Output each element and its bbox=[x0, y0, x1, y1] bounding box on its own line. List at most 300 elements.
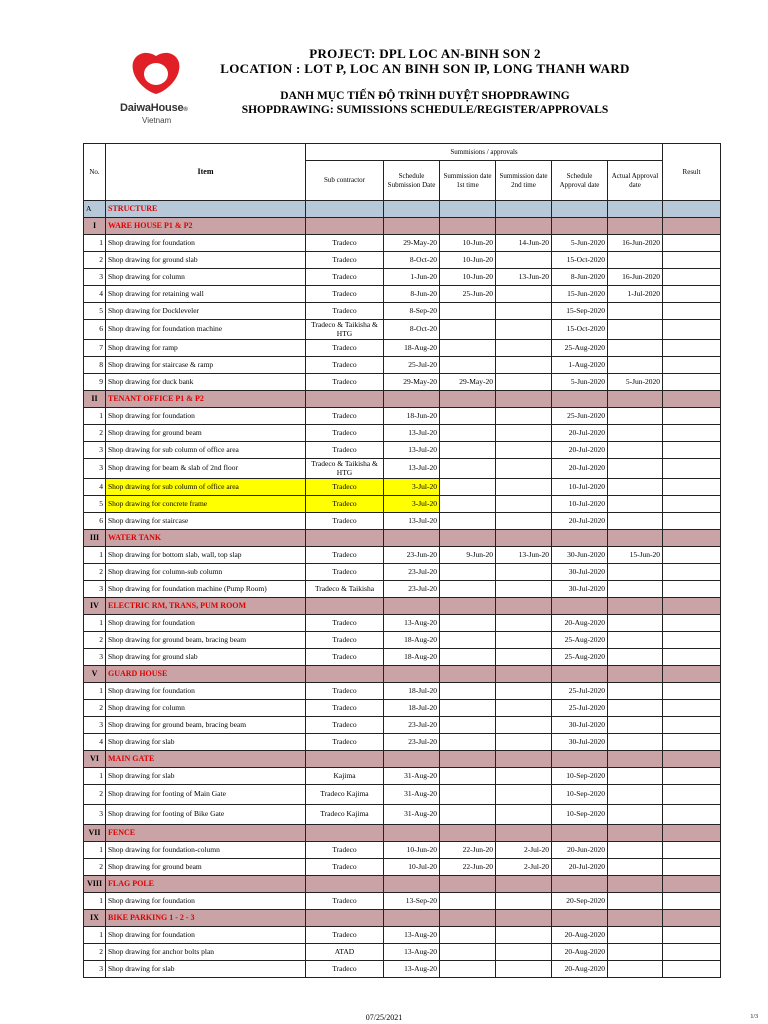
section-empty-cell bbox=[306, 598, 384, 615]
row-submission-1st bbox=[440, 683, 496, 700]
section-empty-cell bbox=[306, 666, 384, 683]
table-row bbox=[84, 442, 721, 459]
section-label: FLAG POLE bbox=[106, 876, 306, 893]
row-submission-1st: 22-Jun-20 bbox=[440, 842, 496, 859]
row-submission-1st: 29-May-20 bbox=[440, 374, 496, 391]
row-number: 1 bbox=[84, 547, 106, 564]
row-result bbox=[663, 547, 721, 564]
section-row bbox=[84, 218, 721, 235]
section-empty-cell bbox=[608, 201, 663, 218]
table-row bbox=[84, 944, 721, 961]
row-submission-2nd bbox=[496, 581, 552, 598]
row-schedule-approval: 30-Jun-2020 bbox=[552, 547, 608, 564]
row-actual-approval bbox=[608, 425, 663, 442]
logo-brand-text: DaiwaHouse® bbox=[120, 102, 188, 114]
row-submission-2nd bbox=[496, 683, 552, 700]
section-empty-cell bbox=[496, 876, 552, 893]
row-actual-approval bbox=[608, 927, 663, 944]
row-item: Shop drawing for Dockleveler bbox=[106, 303, 306, 320]
section-empty-cell bbox=[496, 666, 552, 683]
row-submission-1st: 10-Jun-20 bbox=[440, 252, 496, 269]
row-submission-2nd bbox=[496, 286, 552, 303]
section-number: IX bbox=[84, 910, 106, 927]
section-empty-cell bbox=[384, 876, 440, 893]
row-item: Shop drawing for column bbox=[106, 269, 306, 286]
row-submission-2nd bbox=[496, 805, 552, 825]
row-schedule-approval: 15-Sep-2020 bbox=[552, 303, 608, 320]
section-empty-cell bbox=[496, 910, 552, 927]
row-submission-2nd bbox=[496, 357, 552, 374]
row-number: 2 bbox=[84, 632, 106, 649]
row-number: 5 bbox=[84, 303, 106, 320]
row-submission-2nd bbox=[496, 927, 552, 944]
row-item: Shop drawing for ground beam bbox=[106, 859, 306, 876]
section-empty-cell bbox=[440, 201, 496, 218]
section-empty-cell bbox=[496, 201, 552, 218]
row-submission-1st bbox=[440, 734, 496, 751]
section-number: I bbox=[84, 218, 106, 235]
row-sub-contractor: Tradeco bbox=[306, 513, 384, 530]
row-submission-2nd: 13-Jun-20 bbox=[496, 547, 552, 564]
row-sub-contractor: Tradeco & Taikisha & HTG bbox=[306, 320, 384, 340]
row-schedule-submission: 31-Aug-20 bbox=[384, 805, 440, 825]
section-empty-cell bbox=[552, 530, 608, 547]
row-number: 3 bbox=[84, 581, 106, 598]
table-row bbox=[84, 286, 721, 303]
header-item: Item bbox=[106, 144, 306, 201]
row-submission-2nd bbox=[496, 632, 552, 649]
row-sub-contractor: Tradeco bbox=[306, 252, 384, 269]
section-label: GUARD HOUSE bbox=[106, 666, 306, 683]
row-number: 3 bbox=[84, 269, 106, 286]
section-empty-cell bbox=[440, 530, 496, 547]
table-row bbox=[84, 717, 721, 734]
section-label: MAIN GATE bbox=[106, 751, 306, 768]
row-submission-2nd bbox=[496, 649, 552, 666]
section-empty-cell bbox=[663, 876, 721, 893]
row-result bbox=[663, 927, 721, 944]
row-item: Shop drawing for ground slab bbox=[106, 649, 306, 666]
row-actual-approval bbox=[608, 581, 663, 598]
section-empty-cell bbox=[496, 598, 552, 615]
row-actual-approval: 15-Jun-20 bbox=[608, 547, 663, 564]
row-sub-contractor: Tradeco bbox=[306, 649, 384, 666]
table-row bbox=[84, 340, 721, 357]
row-sub-contractor: Tradeco bbox=[306, 374, 384, 391]
row-number: 1 bbox=[84, 683, 106, 700]
row-submission-1st bbox=[440, 408, 496, 425]
row-sub-contractor: Tradeco bbox=[306, 425, 384, 442]
section-empty-cell bbox=[608, 218, 663, 235]
row-schedule-submission: 29-May-20 bbox=[384, 374, 440, 391]
row-actual-approval bbox=[608, 700, 663, 717]
section-empty-cell bbox=[306, 910, 384, 927]
category-row bbox=[84, 201, 721, 218]
row-result bbox=[663, 615, 721, 632]
section-empty-cell bbox=[306, 825, 384, 842]
row-result bbox=[663, 357, 721, 374]
section-label: STRUCTURE bbox=[106, 201, 306, 218]
row-result bbox=[663, 320, 721, 340]
section-number: VIII bbox=[84, 876, 106, 893]
row-schedule-submission: 18-Aug-20 bbox=[384, 649, 440, 666]
row-schedule-submission: 10-Jul-20 bbox=[384, 859, 440, 876]
row-result bbox=[663, 374, 721, 391]
table-row bbox=[84, 235, 721, 252]
row-number: 3 bbox=[84, 459, 106, 479]
row-sub-contractor: Tradeco bbox=[306, 615, 384, 632]
daiwa-house-logo bbox=[120, 50, 210, 126]
row-item: Shop drawing for sub column of office area bbox=[106, 479, 306, 496]
row-sub-contractor: Tradeco bbox=[306, 547, 384, 564]
section-empty-cell bbox=[608, 666, 663, 683]
row-number: 9 bbox=[84, 374, 106, 391]
section-number: II bbox=[84, 391, 106, 408]
table-row bbox=[84, 513, 721, 530]
row-schedule-approval: 25-Aug-2020 bbox=[552, 632, 608, 649]
row-submission-1st bbox=[440, 496, 496, 513]
section-empty-cell bbox=[608, 530, 663, 547]
row-sub-contractor: Tradeco Kajima bbox=[306, 785, 384, 805]
row-item: Shop drawing for foundation bbox=[106, 927, 306, 944]
section-empty-cell bbox=[306, 391, 384, 408]
row-sub-contractor: Tradeco bbox=[306, 893, 384, 910]
section-empty-cell bbox=[552, 910, 608, 927]
row-result bbox=[663, 581, 721, 598]
row-actual-approval bbox=[608, 340, 663, 357]
header-no: No. bbox=[84, 144, 106, 201]
row-item: Shop drawing for anchor bolts plan bbox=[106, 944, 306, 961]
row-submission-1st bbox=[440, 700, 496, 717]
row-actual-approval bbox=[608, 408, 663, 425]
row-item: Shop drawing for column bbox=[106, 700, 306, 717]
row-sub-contractor: Tradeco bbox=[306, 632, 384, 649]
row-schedule-approval: 8-Jun-2020 bbox=[552, 269, 608, 286]
table-row bbox=[84, 649, 721, 666]
section-row bbox=[84, 751, 721, 768]
section-empty-cell bbox=[440, 876, 496, 893]
row-schedule-submission: 13-Aug-20 bbox=[384, 944, 440, 961]
table-row bbox=[84, 425, 721, 442]
row-item: Shop drawing for column-sub column bbox=[106, 564, 306, 581]
row-schedule-submission: 13-Sep-20 bbox=[384, 893, 440, 910]
row-result bbox=[663, 425, 721, 442]
row-sub-contractor: Tradeco bbox=[306, 479, 384, 496]
row-submission-2nd bbox=[496, 564, 552, 581]
section-empty-cell bbox=[552, 391, 608, 408]
row-item: Shop drawing for foundation machine bbox=[106, 320, 306, 340]
row-number: 1 bbox=[84, 235, 106, 252]
row-actual-approval bbox=[608, 842, 663, 859]
row-result bbox=[663, 286, 721, 303]
row-schedule-submission: 1-Jun-20 bbox=[384, 269, 440, 286]
row-item: Shop drawing for foundation bbox=[106, 408, 306, 425]
row-sub-contractor: Tradeco bbox=[306, 700, 384, 717]
header-schedule-submission: Schedule Submission Date bbox=[384, 161, 440, 201]
row-number: 5 bbox=[84, 496, 106, 513]
header-actual-approval: Actual Approval date bbox=[608, 161, 663, 201]
row-submission-2nd: 2-Jul-20 bbox=[496, 842, 552, 859]
section-empty-cell bbox=[663, 666, 721, 683]
row-result bbox=[663, 944, 721, 961]
row-schedule-approval: 10-Sep-2020 bbox=[552, 785, 608, 805]
row-number: 4 bbox=[84, 286, 106, 303]
section-empty-cell bbox=[663, 530, 721, 547]
row-submission-2nd bbox=[496, 340, 552, 357]
section-empty-cell bbox=[663, 218, 721, 235]
section-empty-cell bbox=[552, 751, 608, 768]
row-actual-approval: 16-Jun-2020 bbox=[608, 235, 663, 252]
header-result: Result bbox=[663, 144, 721, 201]
row-schedule-submission: 13-Jul-20 bbox=[384, 442, 440, 459]
row-schedule-submission: 18-Jul-20 bbox=[384, 700, 440, 717]
row-schedule-submission: 13-Aug-20 bbox=[384, 615, 440, 632]
table-row bbox=[84, 479, 721, 496]
row-submission-1st: 10-Jun-20 bbox=[440, 235, 496, 252]
row-actual-approval bbox=[608, 734, 663, 751]
row-schedule-submission: 3-Jul-20 bbox=[384, 479, 440, 496]
row-number: 2 bbox=[84, 700, 106, 717]
row-sub-contractor: Tradeco bbox=[306, 235, 384, 252]
section-row bbox=[84, 666, 721, 683]
section-label: WATER TANK bbox=[106, 530, 306, 547]
row-submission-1st bbox=[440, 717, 496, 734]
row-sub-contractor: Tradeco bbox=[306, 303, 384, 320]
section-empty-cell bbox=[496, 391, 552, 408]
row-number: 3 bbox=[84, 961, 106, 978]
section-empty-cell bbox=[663, 825, 721, 842]
row-schedule-approval: 5-Jun-2020 bbox=[552, 374, 608, 391]
table-row bbox=[84, 496, 721, 513]
header-summissions-group: Summisions / approvals bbox=[306, 144, 663, 161]
header-sub-contractor: Sub contractor bbox=[306, 161, 384, 201]
row-number: 4 bbox=[84, 734, 106, 751]
section-empty-cell bbox=[663, 910, 721, 927]
header-submission-2nd: Summission date 2nd time bbox=[496, 161, 552, 201]
row-item: Shop drawing for duck bank bbox=[106, 374, 306, 391]
row-result bbox=[663, 496, 721, 513]
row-sub-contractor: Tradeco bbox=[306, 357, 384, 374]
row-submission-1st bbox=[440, 442, 496, 459]
row-result bbox=[663, 683, 721, 700]
vietnamese-title: DANH MỤC TIẾN ĐỘ TRÌNH DUYỆT SHOPDRAWING bbox=[280, 90, 570, 102]
row-number: 3 bbox=[84, 649, 106, 666]
row-number: 6 bbox=[84, 320, 106, 340]
section-number: A bbox=[84, 201, 106, 218]
row-result bbox=[663, 842, 721, 859]
row-schedule-approval: 10-Jul-2020 bbox=[552, 496, 608, 513]
section-empty-cell bbox=[608, 876, 663, 893]
row-schedule-submission: 8-Oct-20 bbox=[384, 252, 440, 269]
table-row bbox=[84, 408, 721, 425]
section-empty-cell bbox=[496, 825, 552, 842]
row-result bbox=[663, 442, 721, 459]
row-sub-contractor: Tradeco & Taikisha bbox=[306, 581, 384, 598]
row-actual-approval bbox=[608, 717, 663, 734]
footer-date: 07/25/2021 bbox=[365, 1013, 403, 1022]
row-item: Shop drawing for foundation bbox=[106, 683, 306, 700]
row-result bbox=[663, 269, 721, 286]
row-schedule-submission: 8-Jun-20 bbox=[384, 286, 440, 303]
row-schedule-submission: 8-Sep-20 bbox=[384, 303, 440, 320]
row-submission-1st bbox=[440, 357, 496, 374]
section-empty-cell bbox=[552, 201, 608, 218]
section-empty-cell bbox=[440, 825, 496, 842]
row-result bbox=[663, 893, 721, 910]
section-empty-cell bbox=[608, 825, 663, 842]
row-submission-1st bbox=[440, 615, 496, 632]
section-empty-cell bbox=[496, 530, 552, 547]
row-submission-2nd bbox=[496, 717, 552, 734]
row-actual-approval bbox=[608, 496, 663, 513]
row-item: Shop drawing for foundation machine (Pump Room) bbox=[106, 581, 306, 598]
header-schedule-approval: Schedule Approval date bbox=[552, 161, 608, 201]
row-submission-2nd: 13-Jun-20 bbox=[496, 269, 552, 286]
row-sub-contractor: Tradeco bbox=[306, 734, 384, 751]
row-schedule-approval: 20-Aug-2020 bbox=[552, 961, 608, 978]
section-empty-cell bbox=[663, 201, 721, 218]
row-schedule-approval: 25-Aug-2020 bbox=[552, 649, 608, 666]
section-empty-cell bbox=[552, 876, 608, 893]
row-item: Shop drawing for ground beam bbox=[106, 425, 306, 442]
row-number: 2 bbox=[84, 859, 106, 876]
row-submission-2nd bbox=[496, 513, 552, 530]
row-item: Shop drawing for slab bbox=[106, 734, 306, 751]
section-row bbox=[84, 598, 721, 615]
row-schedule-submission: 23-Jun-20 bbox=[384, 547, 440, 564]
section-empty-cell bbox=[384, 666, 440, 683]
row-submission-2nd bbox=[496, 252, 552, 269]
row-schedule-submission: 13-Jul-20 bbox=[384, 459, 440, 479]
page-number: 1/3 bbox=[750, 1014, 758, 1020]
logo-subtext: Vietnam bbox=[142, 116, 172, 125]
section-empty-cell bbox=[663, 391, 721, 408]
row-sub-contractor: Tradeco bbox=[306, 717, 384, 734]
row-schedule-approval: 15-Oct-2020 bbox=[552, 252, 608, 269]
row-number: 1 bbox=[84, 615, 106, 632]
row-item: Shop drawing for slab bbox=[106, 961, 306, 978]
row-submission-1st bbox=[440, 425, 496, 442]
row-number: 1 bbox=[84, 768, 106, 785]
row-schedule-approval: 10-Sep-2020 bbox=[552, 805, 608, 825]
row-item: Shop drawing for slab bbox=[106, 768, 306, 785]
row-result bbox=[663, 734, 721, 751]
section-number: V bbox=[84, 666, 106, 683]
row-submission-2nd: 2-Jul-20 bbox=[496, 859, 552, 876]
row-submission-2nd bbox=[496, 734, 552, 751]
row-schedule-submission: 18-Aug-20 bbox=[384, 632, 440, 649]
section-empty-cell bbox=[384, 910, 440, 927]
section-empty-cell bbox=[384, 530, 440, 547]
row-actual-approval bbox=[608, 632, 663, 649]
row-schedule-approval: 5-Jun-2020 bbox=[552, 235, 608, 252]
section-row bbox=[84, 391, 721, 408]
table-row bbox=[84, 357, 721, 374]
row-submission-1st bbox=[440, 927, 496, 944]
row-submission-1st bbox=[440, 303, 496, 320]
row-schedule-submission: 18-Jun-20 bbox=[384, 408, 440, 425]
table-row bbox=[84, 632, 721, 649]
row-sub-contractor: Tradeco bbox=[306, 842, 384, 859]
row-submission-2nd bbox=[496, 320, 552, 340]
table-row bbox=[84, 927, 721, 944]
row-sub-contractor: Kajima bbox=[306, 768, 384, 785]
row-actual-approval bbox=[608, 513, 663, 530]
row-actual-approval bbox=[608, 615, 663, 632]
section-empty-cell bbox=[496, 218, 552, 235]
row-item: Shop drawing for staircase bbox=[106, 513, 306, 530]
row-schedule-approval: 1-Aug-2020 bbox=[552, 357, 608, 374]
row-submission-1st bbox=[440, 340, 496, 357]
row-schedule-approval: 20-Aug-2020 bbox=[552, 944, 608, 961]
row-number: 2 bbox=[84, 564, 106, 581]
section-empty-cell bbox=[306, 530, 384, 547]
row-sub-contractor: Tradeco Kajima bbox=[306, 805, 384, 825]
row-actual-approval: 16-Jun-2020 bbox=[608, 269, 663, 286]
row-schedule-approval: 30-Jul-2020 bbox=[552, 734, 608, 751]
row-schedule-submission: 25-Jul-20 bbox=[384, 357, 440, 374]
row-result bbox=[663, 632, 721, 649]
row-schedule-approval: 20-Jul-2020 bbox=[552, 442, 608, 459]
row-submission-2nd bbox=[496, 944, 552, 961]
table-row bbox=[84, 842, 721, 859]
row-item: Shop drawing for foundation bbox=[106, 235, 306, 252]
row-schedule-submission: 23-Jul-20 bbox=[384, 734, 440, 751]
table-row bbox=[84, 615, 721, 632]
row-number: 1 bbox=[84, 842, 106, 859]
table-row bbox=[84, 320, 721, 340]
row-submission-2nd bbox=[496, 893, 552, 910]
row-actual-approval bbox=[608, 944, 663, 961]
row-schedule-submission: 29-May-20 bbox=[384, 235, 440, 252]
row-submission-2nd bbox=[496, 374, 552, 391]
row-schedule-approval: 20-Aug-2020 bbox=[552, 615, 608, 632]
section-empty-cell bbox=[440, 666, 496, 683]
row-submission-2nd bbox=[496, 425, 552, 442]
section-empty-cell bbox=[608, 598, 663, 615]
section-empty-cell bbox=[663, 598, 721, 615]
row-schedule-approval: 25-Jul-2020 bbox=[552, 700, 608, 717]
row-result bbox=[663, 513, 721, 530]
section-row bbox=[84, 910, 721, 927]
row-schedule-submission: 8-Oct-20 bbox=[384, 320, 440, 340]
row-submission-1st bbox=[440, 893, 496, 910]
row-number: 1 bbox=[84, 893, 106, 910]
section-number: IV bbox=[84, 598, 106, 615]
row-submission-1st bbox=[440, 805, 496, 825]
row-submission-1st: 10-Jun-20 bbox=[440, 269, 496, 286]
section-label: ELECTRIC RM, TRANS, PUM ROOM bbox=[106, 598, 306, 615]
row-submission-1st: 9-Jun-20 bbox=[440, 547, 496, 564]
row-item: Shop drawing for ground beam, bracing beam bbox=[106, 632, 306, 649]
section-empty-cell bbox=[306, 751, 384, 768]
table-row bbox=[84, 961, 721, 978]
row-actual-approval bbox=[608, 649, 663, 666]
row-number: 2 bbox=[84, 785, 106, 805]
row-number: 6 bbox=[84, 513, 106, 530]
row-number: 2 bbox=[84, 252, 106, 269]
shopdrawing-schedule-table bbox=[83, 143, 721, 978]
row-actual-approval bbox=[608, 805, 663, 825]
table-row bbox=[84, 459, 721, 479]
table-row bbox=[84, 374, 721, 391]
row-schedule-submission: 10-Jun-20 bbox=[384, 842, 440, 859]
project-title: PROJECT: DPL LOC AN-BINH SON 2 bbox=[309, 46, 541, 61]
row-sub-contractor: Tradeco bbox=[306, 496, 384, 513]
row-sub-contractor: Tradeco bbox=[306, 269, 384, 286]
row-submission-1st bbox=[440, 768, 496, 785]
row-result bbox=[663, 700, 721, 717]
